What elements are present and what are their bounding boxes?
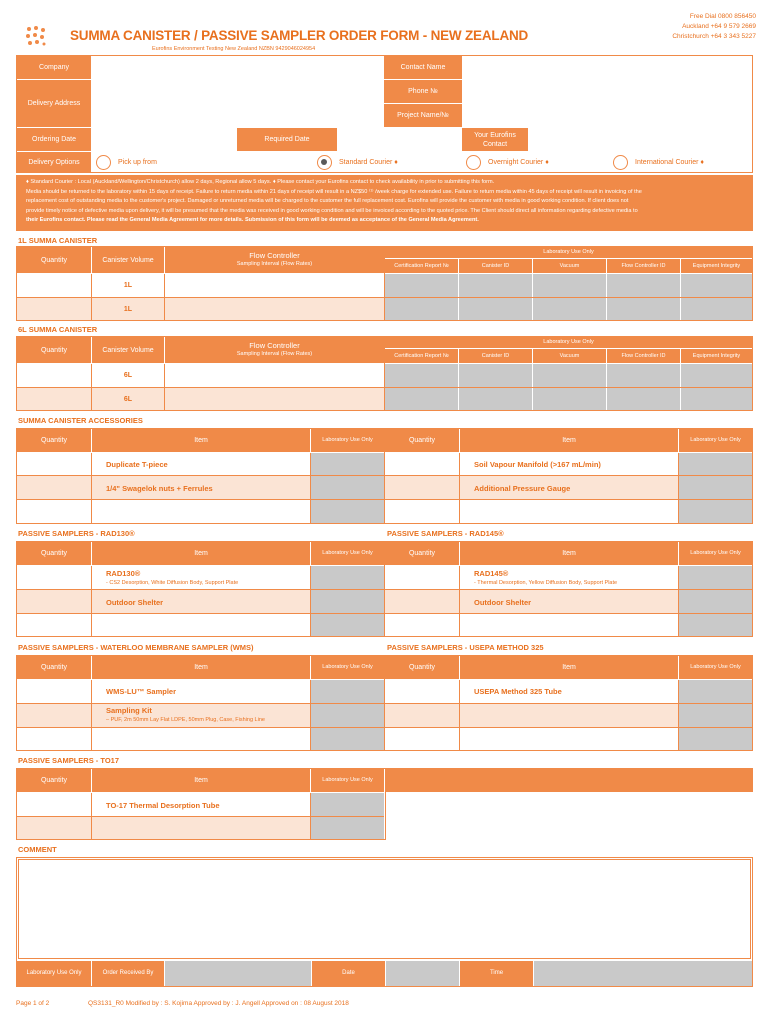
rad145-lab-header: Laboratory Use Only: [679, 542, 752, 565]
overnight-courier-radio[interactable]: [466, 155, 481, 170]
summa6-lab-header: Laboratory Use Only: [385, 337, 752, 348]
international-courier-label: International Courier ♦: [635, 159, 704, 166]
acc-item-swagelok: 1/4" Swagelok nuts + Ferrules: [106, 484, 213, 493]
summa6-cert-header: Certification Report №: [385, 349, 458, 363]
summa1-row2-volume: 1L: [92, 298, 164, 320]
wms-lab-header: Laboratory Use Only: [311, 656, 384, 679]
to17-lab-header: Laboratory Use Only: [311, 769, 384, 792]
contact-name-label: Contact Name: [384, 56, 462, 79]
terms-text: ♦ Standard Courier : Local (Auckland/Wellington/Christchurch) allow 2 days, Regional allow 5 days. ♦ Please contact your Eurofins contact to check availability in prior to submitting this form. Media should be returned to the laboratory within 15 days of receipt. Failure to return media within 21 days of receipt will result in a NZ$50 ⁽¹⁾ /week charge for extended use. Failure to return media within 45 days of receipt will result in invoicing of the replacement cost of outstanding media to the customer's project. Damaged or unreturned media will be charged to the customer the full replacement cost. Eurofins will provide the customer with media in good working condition. If client does not provide timely notice of defective media upon delivery, it will be presumed that the media was received in good working condition and will be invoiced according to the quoted price. The Client should direct all information regarding defective media to their Eurofins contact. Please read the General Media Agreement for more details. Submission of this form will be deemed as acceptance of the General Media Agreement.: [26, 179, 642, 223]
summa6-canister-id-header: Canister ID: [459, 349, 532, 363]
summa6-row1-volume: 6L: [92, 364, 164, 387]
your-contact-input[interactable]: [529, 130, 751, 150]
acc-lab-area-right: [679, 453, 752, 523]
rad130-shelter: Outdoor Shelter: [106, 598, 164, 607]
acc-quantity-header: Quantity: [17, 429, 91, 452]
wms-lab-area: [311, 680, 384, 750]
wms-kit: Sampling Kit: [106, 706, 152, 715]
rad145-lab-area: [679, 566, 752, 636]
delivery-options-label: Delivery Options: [17, 152, 91, 172]
acc-quantity-header-right: Quantity: [385, 429, 459, 452]
page-subtitle: Eurofins Environment Testing New Zealand NZBN 9429046024954: [152, 46, 316, 52]
page-title: SUMMA CANISTER / PASSIVE SAMPLER ORDER FORM - NEW ZEALAND: [70, 28, 529, 43]
summa6-integrity-header: Equipment Integrity: [681, 349, 752, 363]
usepa-item-header: Item: [460, 656, 678, 679]
standard-courier-radio[interactable]: [317, 155, 332, 170]
acc-item-pressure-gauge: Additional Pressure Gauge: [474, 484, 571, 493]
usepa-title: PASSIVE SAMPLERS - USEPA METHOD 325: [387, 643, 544, 652]
summa1-flow-header: Flow Controller Sampling Interval (Flow Rates): [165, 247, 384, 273]
phone-input[interactable]: [463, 82, 751, 102]
to17-quantity-header: Quantity: [17, 769, 91, 792]
rad145-shelter: Outdoor Shelter: [474, 598, 532, 607]
wms-kit-note: – PUF, 2m 50mm Lay Flat LDPE, 50mm Plug, Case, Fishing Line: [106, 717, 265, 723]
wms-item-header: Item: [92, 656, 310, 679]
to17-header-extension: [386, 768, 753, 792]
summa1-cert-header: Certification Report №: [385, 259, 458, 273]
summa1-integrity-header: Equipment Integrity: [681, 259, 752, 273]
document-info: QS3131_R0 Modified by : S. Kojima Approved by : J. Angell Approved on : 08 August 2018: [88, 1000, 349, 1007]
rad130-item-header: Item: [92, 542, 310, 565]
rad145-note: - Thermal Desorption, Yellow Diffusion Body, Support Plate: [474, 580, 618, 586]
summa6-vacuum-header: Vacuum: [533, 349, 606, 363]
acc-item-soil-vapour: Soil Vapour Manifold (>167 mL/min): [474, 460, 601, 469]
received-field: [165, 961, 311, 986]
wms-quantity-header: Quantity: [17, 656, 91, 679]
summa6-title: 6L SUMMA CANISTER: [18, 325, 98, 334]
company-input[interactable]: [92, 58, 383, 78]
to17-item: TO-17 Thermal Desorption Tube: [106, 801, 220, 810]
accessories-title: SUMMA CANISTER ACCESSORIES: [18, 416, 143, 425]
date-field: [386, 961, 459, 986]
rad145-item-header: Item: [460, 542, 678, 565]
rad130-lab-header: Laboratory Use Only: [311, 542, 384, 565]
phone-label: Phone №: [384, 80, 462, 103]
required-date-label: Required Date: [237, 128, 337, 151]
wms-item: WMS-LU™ Sampler: [106, 687, 177, 696]
summa6-row2-volume: 6L: [92, 388, 164, 410]
comment-title: COMMENT: [18, 845, 57, 854]
summa1-vacuum-header: Vacuum: [533, 259, 606, 273]
rad130-lab-area: [311, 566, 384, 636]
usepa-quantity-header: Quantity: [385, 656, 459, 679]
table-row: [17, 298, 384, 320]
rad145-quantity-header: Quantity: [385, 542, 459, 565]
your-contact-label: Your Eurofins Contact: [462, 128, 528, 151]
to17-title: PASSIVE SAMPLERS - TO17: [18, 756, 119, 765]
date-label: Date: [312, 961, 385, 986]
overnight-courier-label: Overnight Courier ♦: [488, 159, 549, 166]
time-field: [534, 961, 752, 986]
delivery-address-label: Delivery Address: [17, 80, 91, 127]
rad130-title: PASSIVE SAMPLERS - RAD130®: [18, 529, 135, 538]
wms-title: PASSIVE SAMPLERS - WATERLOO MEMBRANE SAMPLER (WMS): [18, 643, 254, 652]
ordering-date-input[interactable]: [92, 130, 236, 150]
table-row: [17, 274, 384, 297]
time-label: Time: [460, 961, 533, 986]
page-number: Page 1 of 2: [16, 1000, 50, 1007]
contact-name-input[interactable]: [463, 58, 751, 78]
project-input[interactable]: [463, 106, 751, 126]
summa1-lab-header: Laboratory Use Only: [385, 247, 752, 258]
usepa-lab-header: Laboratory Use Only: [679, 656, 752, 679]
summa6-volume-header: Canister Volume: [92, 337, 164, 363]
summa6-flow-header: Flow Controller Sampling Interval (Flow Rates): [165, 337, 384, 363]
rad130-quantity-header: Quantity: [17, 542, 91, 565]
lab-use-label: Laboratory Use Only: [17, 961, 91, 986]
required-date-input[interactable]: [338, 130, 461, 150]
pickup-radio[interactable]: [96, 155, 111, 170]
summa1-quantity-header: Quantity: [17, 247, 91, 273]
summa1-row1-volume: 1L: [92, 274, 164, 297]
rad130-note: - CS2 Desorption, White Diffusion Body, Support Plate: [106, 580, 239, 586]
summa1-title: 1L SUMMA CANISTER: [18, 236, 98, 245]
acc-item-duplicate-tpiece: Duplicate T-piece: [106, 460, 168, 469]
pickup-label: Pick up from: [118, 159, 157, 166]
usepa-item: USEPA Method 325 Tube: [474, 687, 562, 696]
summa1-flow-id-header: Flow Controller ID: [607, 259, 680, 273]
received-label: Order Received By: [92, 961, 164, 986]
summa6-quantity-header: Quantity: [17, 337, 91, 363]
summa1-volume-header: Canister Volume: [92, 247, 164, 273]
acc-item-header: Item: [92, 429, 310, 452]
table-row: [17, 364, 384, 387]
rad145-title: PASSIVE SAMPLERS - RAD145®: [387, 529, 504, 538]
to17-item-header: Item: [92, 769, 310, 792]
acc-lab-header: Laboratory Use Only: [311, 429, 384, 452]
eurofins-logo: [24, 24, 48, 48]
ordering-date-label: Ordering Date: [17, 128, 91, 151]
rad130-item: RAD130®: [106, 569, 141, 578]
standard-courier-label: Standard Courier ♦: [339, 159, 398, 166]
summa6-flow-id-header: Flow Controller ID: [607, 349, 680, 363]
delivery-address-input[interactable]: [92, 82, 383, 126]
table-row: [17, 388, 384, 410]
project-label: Project Name/№: [384, 104, 462, 127]
company-label: Company: [17, 56, 91, 79]
international-courier-radio[interactable]: [613, 155, 628, 170]
rad145-item: RAD145®: [474, 569, 509, 578]
contact-info: Free Dial 0800 856450 Auckland +64 9 579 2669 Christchurch +64 3 343 5227: [672, 13, 756, 40]
usepa-lab-area: [679, 680, 752, 750]
acc-lab-header-right: Laboratory Use Only: [679, 429, 752, 452]
comment-input[interactable]: [18, 859, 751, 959]
acc-item-header-right: Item: [460, 429, 678, 452]
acc-lab-area-left: [311, 453, 384, 523]
summa1-canister-id-header: Canister ID: [459, 259, 532, 273]
